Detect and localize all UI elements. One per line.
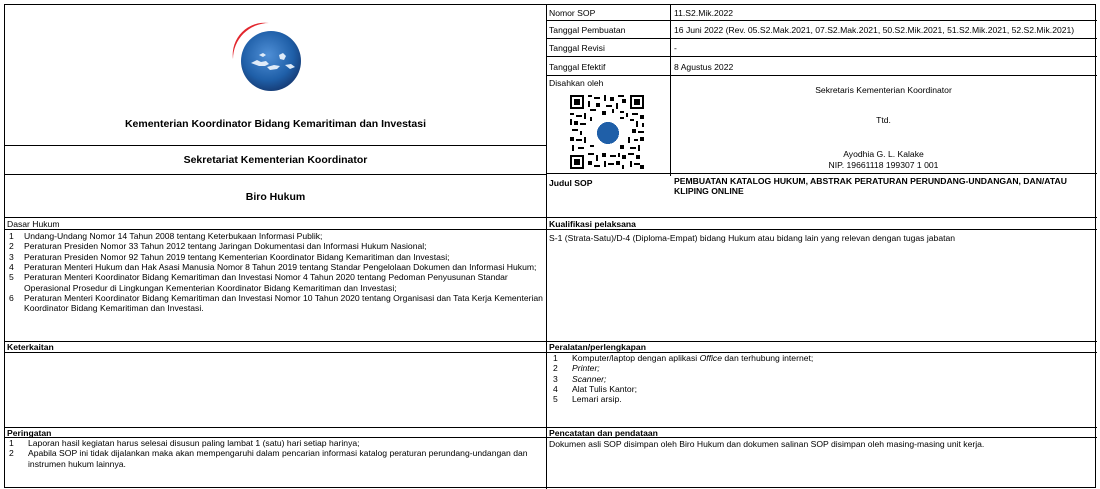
kualifikasi-heading: Kualifikasi pelaksana: [549, 219, 636, 229]
peringatan-list: [5, 438, 535, 469]
sop-title-value: PEMBUATAN KATALOG HUKUM, ABSTRAK PERATURAN PERUNDANG-UNDANGAN, DAN/ATAU KLIPING ONLINE: [674, 176, 1067, 197]
ministry-name: Kementerian Koordinator Bidang Kemaritiman dan Investasi: [124, 118, 427, 130]
list-item: 2 Peraturan Presiden Nomor 33 Tahun 2012 tentang Jaringan Dokumentasi dan Informasi Hukum Nasional;: [9, 241, 427, 252]
approval-label: Disahkan oleh: [549, 78, 604, 88]
peralatan-heading: Peralatan/perlengkapan: [549, 342, 646, 352]
list-item: 4 Peraturan Menteri Hukum dan Hak Asasi Manusia Nomor 8 Tahun 2019 tentang Standar Pengelolaan Dokumen dan Informasi Hukum;: [9, 261, 537, 272]
column-divider: [546, 5, 547, 489]
meta-label-revisi: Tanggal Revisi: [549, 43, 605, 53]
pencatatan-heading: Pencatatan dan pendataan: [549, 428, 658, 438]
list-item: 2 Printer;: [553, 363, 600, 374]
meta-label-nomor: Nomor SOP: [549, 8, 596, 18]
qr-code: [568, 93, 646, 171]
list-item: 1 Laporan hasil kegiatan harus selesai disusun paling lambat 1 (satu) hari setiap harinya;: [9, 438, 360, 448]
meta-value-nomor: 11.S2.Mik.2022: [674, 8, 734, 18]
kualifikasi-text: S-1 (Strata-Satu)/D-4 (Diploma-Empat) bidang Hukum atau bidang lain yang relevan dengan tugas jabatan: [549, 233, 956, 243]
list-item: 4 Alat Tulis Kantor;: [553, 383, 637, 394]
sop-document: [4, 4, 1096, 488]
approval-position: Sekretaris Kementerian Koordinator: [815, 85, 952, 95]
meta-value-pembuatan: 16 Juni 2022 (Rev. 05.S2.Mak.2021, 07.S2.Mak.2021, 50.S2.Mik.2021, 51.S2.Mik.2021, 52.S2.Mik.2021): [674, 25, 1075, 35]
meta-value-revisi: -: [674, 43, 677, 53]
list-item: 5 Lemari arsip.: [553, 394, 622, 405]
list-item: 1 Undang-Undang Nomor 14 Tahun 2008 tentang Keterbukaan Informasi Publik;: [9, 231, 323, 241]
bureau-name: Biro Hukum: [245, 191, 306, 203]
secretariat-name: Sekretariat Kementerian Koordinator: [183, 154, 368, 166]
peringatan-heading: Peringatan: [7, 428, 52, 438]
keterkaitan-heading: Keterkaitan: [7, 342, 54, 352]
dasar-hukum-list: [5, 231, 544, 314]
approval-nip: NIP. 19661118 199307 1 001: [828, 160, 939, 170]
sop-title-label: Judul SOP: [549, 178, 593, 188]
pencatatan-text: Dokumen asli SOP disimpan oleh Biro Hukum dan dokumen salinan SOP disimpan oleh masing-masing unit kerja.: [549, 439, 985, 449]
ministry-logo-icon: [229, 19, 309, 99]
peralatan-list: [549, 353, 1095, 405]
list-item: 3 Scanner;: [553, 373, 607, 384]
list-item: 3 Peraturan Presiden Nomor 92 Tahun 2019 tentang Kementerian Koordinator Bidang Kemaritiman dan Investasi;: [9, 251, 450, 262]
list-item: 6 Peraturan Menteri Koordinator Bidang Kemaritiman dan Investasi Nomor 10 Tahun 2020 tentang Organisasi dan Tata Kerja Kementerian Koordinator Bidang Kemaritiman dan Investasi.: [9, 292, 543, 314]
list-item: 1 Komputer/laptop dengan aplikasi Office dan terhubung internet;: [553, 353, 814, 363]
meta-value-efektif: 8 Agustus 2022: [674, 62, 734, 72]
approval-name: Ayodhia G. L. Kalake: [843, 149, 924, 159]
dasar-hukum-heading: Dasar Hukum: [7, 219, 60, 229]
meta-label-pembuatan: Tanggal Pembuatan: [549, 25, 626, 35]
approval-signature: Ttd.: [876, 115, 891, 125]
ministry-logo: [229, 19, 309, 99]
list-item: 5 Peraturan Menteri Koordinator Bidang Kemaritiman dan Investasi Nomor 4 Tahun 2020 tentang Pedoman Penyusunan Standar Operasional Prosedur di Lingkungan Kementerian Koordinator Bidang Kemaritiman dan Investasi;: [9, 272, 508, 293]
list-item: 2 Apabila SOP ini tidak dijalankan maka akan mempengaruhi dalam pencarian informasi katalog peraturan perundang-undangan dan instrumen hukum lainnya.: [9, 448, 528, 469]
qr-code-icon: [568, 93, 646, 171]
meta-label-efektif: Tanggal Efektif: [549, 62, 606, 72]
